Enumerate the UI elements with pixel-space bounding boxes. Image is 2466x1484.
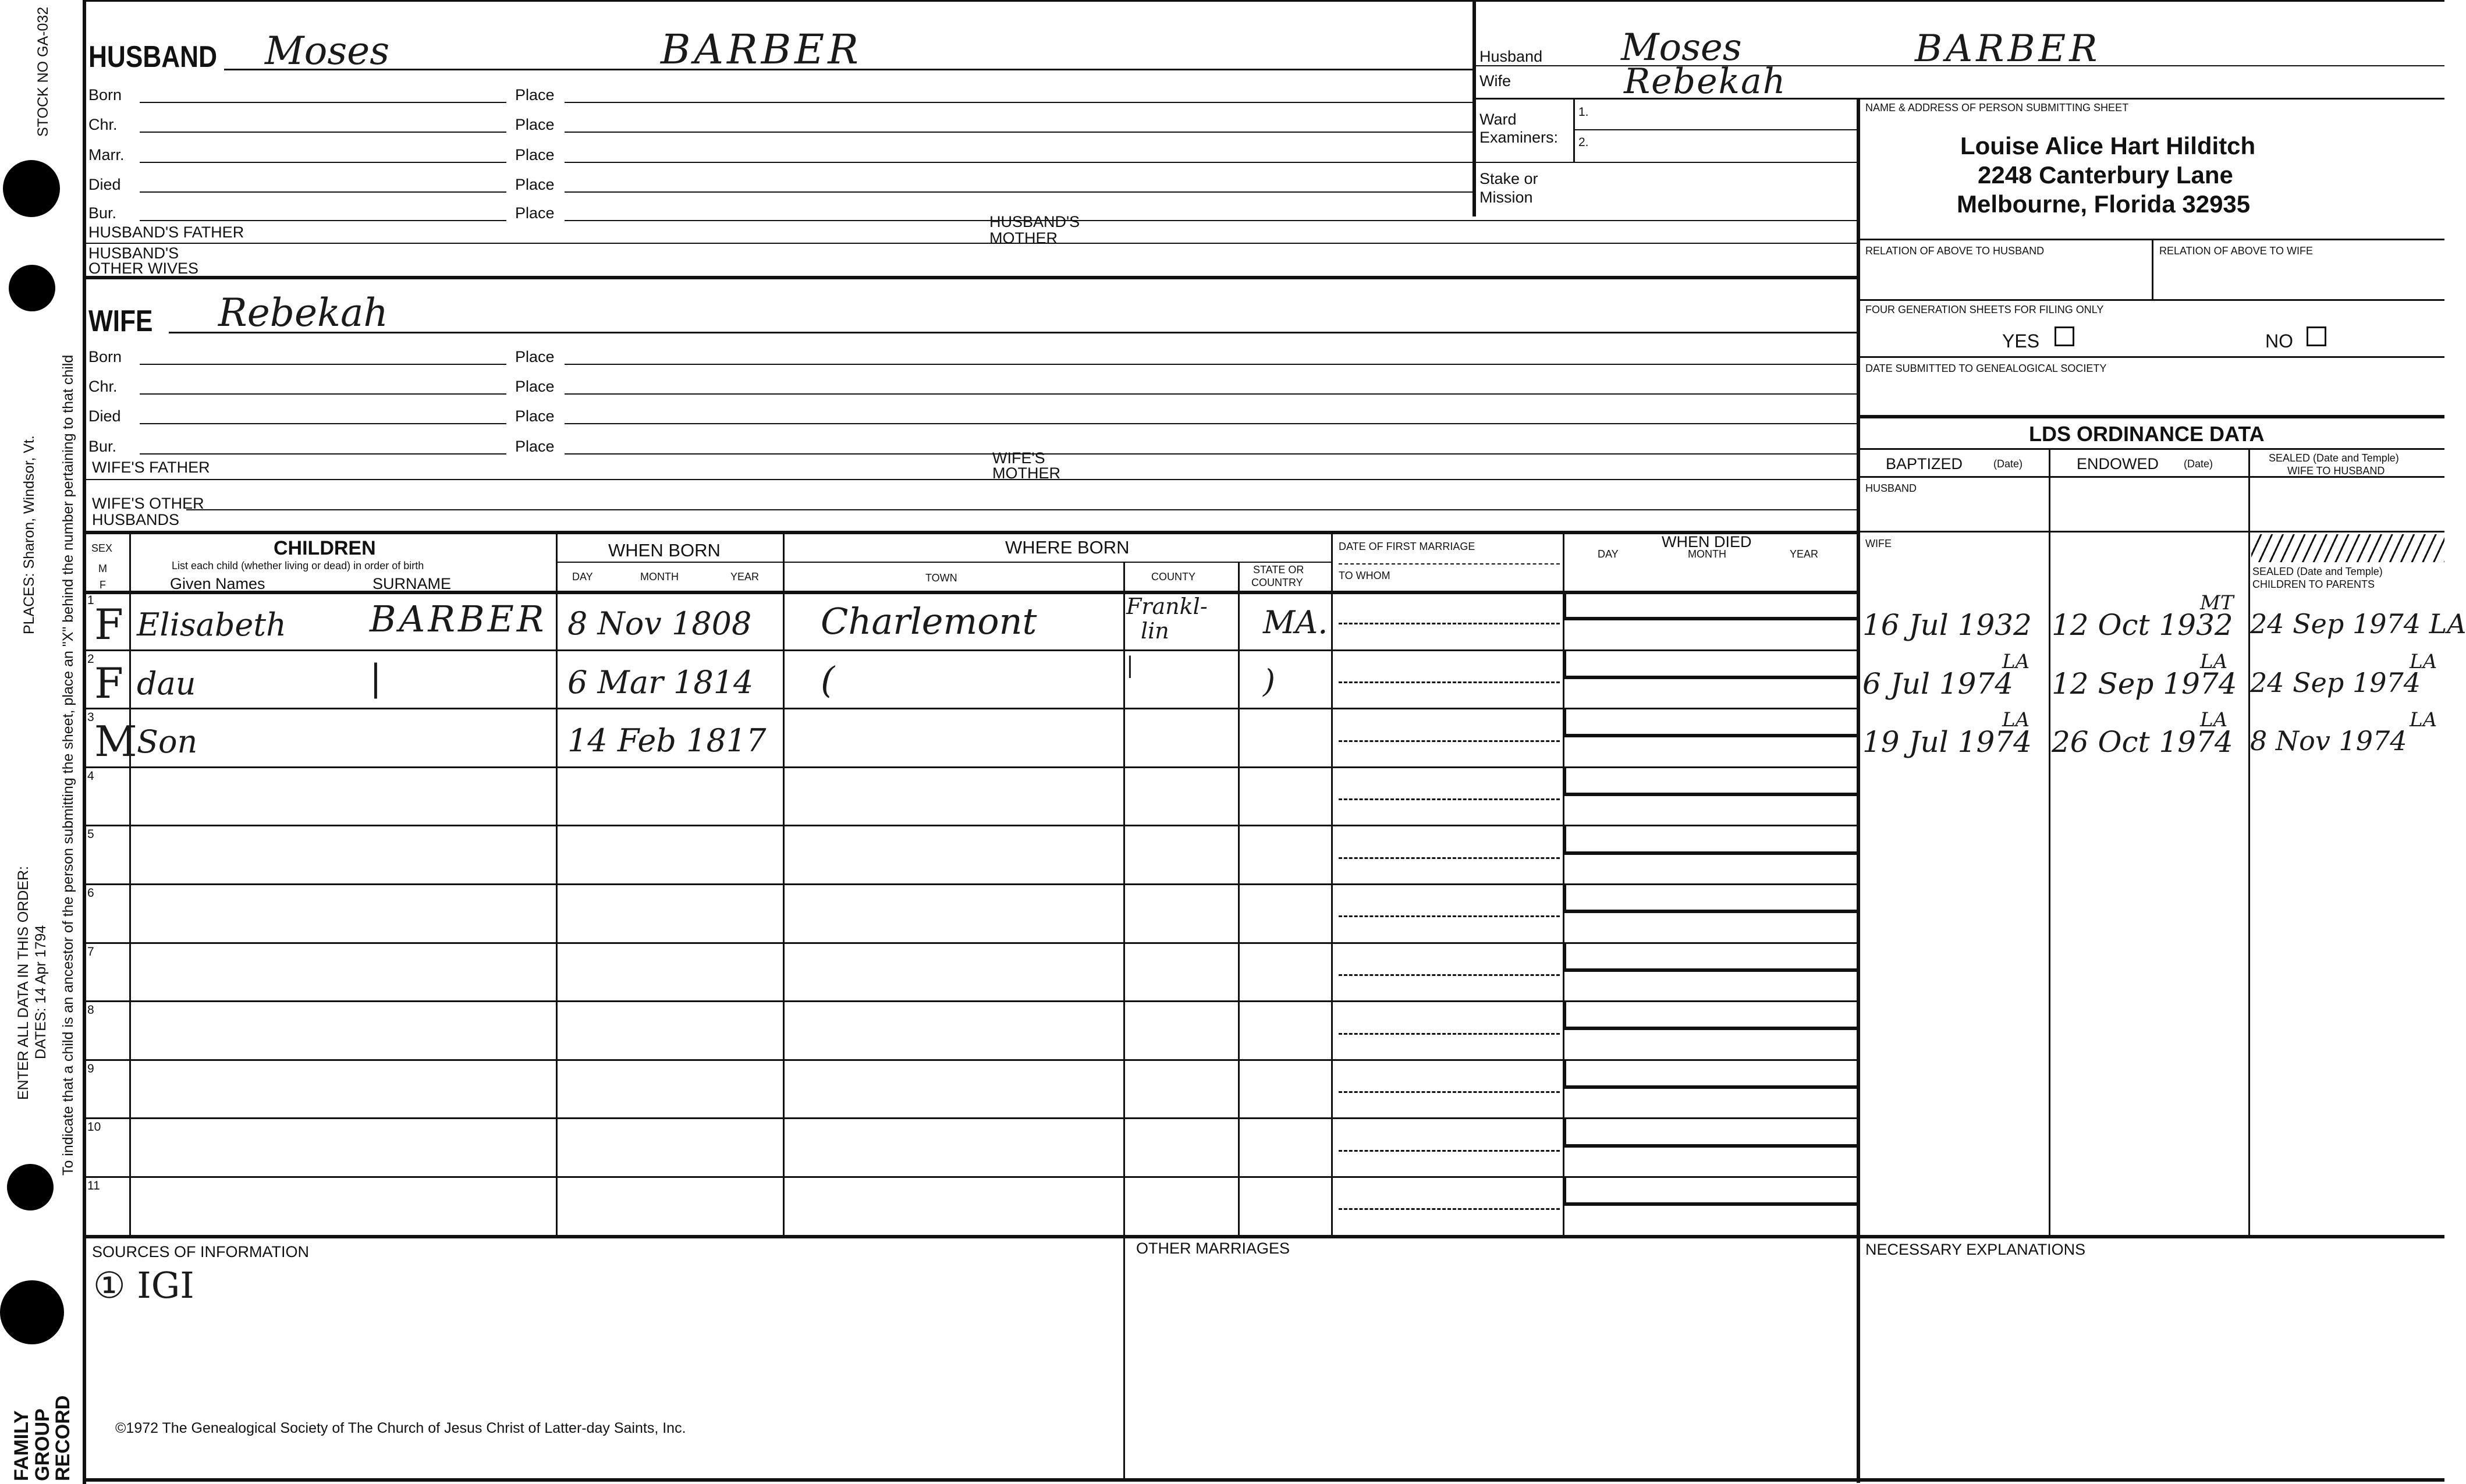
lds-husband-row-label: HUSBAND xyxy=(1865,482,1917,494)
county-col-divider xyxy=(1238,562,1240,1237)
wife-other-husbands-line xyxy=(186,509,1857,510)
husband-other-wives-label-1: HUSBAND'S xyxy=(88,244,179,262)
first-marriage-header: DATE OF FIRST MARRIAGE xyxy=(1339,541,1475,552)
husband-heading: HUSBAND xyxy=(88,40,217,74)
examiner-1: 1. xyxy=(1578,105,1589,119)
child-died-box-left xyxy=(1563,944,1566,970)
child-birth-county-1: | xyxy=(1126,652,1134,678)
child-sealed: 24 Sep 1974 LA xyxy=(2250,608,2466,640)
died-month-header: MONTH xyxy=(1688,548,1726,560)
header-wife-line xyxy=(1472,98,2444,100)
child-marriage-dash xyxy=(1339,857,1560,859)
child-sealed-temple: LA xyxy=(2410,708,2437,732)
child-baptized-temple: LA xyxy=(2002,708,2030,732)
baptized-label: BAPTIZED xyxy=(1886,455,1963,473)
child-marriage-dash xyxy=(1339,974,1560,976)
explanations-label: NECESSARY EXPLANATIONS xyxy=(1865,1241,2086,1258)
county-header: COUNTY xyxy=(1151,571,1195,583)
wife-parents-line xyxy=(83,479,1858,480)
first-marriage-dash xyxy=(1339,563,1560,565)
sources-label: SOURCES OF INFORMATION xyxy=(92,1243,310,1261)
child-baptized: 19 Jul 1974 xyxy=(1862,725,2032,759)
yes-label: YES xyxy=(2002,331,2040,352)
submitter-city: Melbourne, Florida 32935 xyxy=(1957,190,2251,218)
submitter-street: 2248 Canterbury Lane xyxy=(1978,161,2233,189)
examiners-label: Examiners: xyxy=(1479,129,1559,146)
husband-chr-line xyxy=(140,132,506,133)
born-year-header: YEAR xyxy=(730,571,760,583)
submitter-label: NAME & ADDRESS OF PERSON SUBMITTING SHEET xyxy=(1865,102,2129,113)
wife-father-label: WIFE'S FATHER xyxy=(92,459,210,476)
husband-marr-place-label: Place xyxy=(515,146,555,164)
husband-bur-place-label: Place xyxy=(515,204,555,222)
wife-bur-place-label: Place xyxy=(515,438,555,455)
punch-hole-3 xyxy=(7,1164,54,1210)
husband-mother-label-2: MOTHER xyxy=(989,229,1058,247)
child-marriage-dash xyxy=(1339,1033,1560,1035)
dates-note: DATES: 14 Apr 1794 xyxy=(33,925,49,1059)
baptized-date-label: (Date) xyxy=(1993,458,2023,470)
husband-born-label: Born xyxy=(88,86,122,104)
submitter-name: Louise Alice Hart Hilditch xyxy=(1960,132,2256,159)
child-marriage-dash xyxy=(1339,915,1560,917)
lds-col-divider-1 xyxy=(2049,448,2050,1237)
husband-marr-line xyxy=(140,162,506,163)
husband-bur-place-line xyxy=(565,220,1857,221)
to-whom-header: TO WHOM xyxy=(1339,570,1390,581)
child-given-name: Elisabeth xyxy=(137,606,286,643)
top-border xyxy=(83,0,2444,2)
lds-header-bottom-line xyxy=(1857,476,2444,478)
wife-other-husbands-label-2: HUSBANDS xyxy=(92,511,180,528)
where-born-header: WHERE BORN xyxy=(1005,537,1130,558)
child-died-box-left xyxy=(1563,1002,1566,1028)
given-names-header: Given Names xyxy=(170,575,265,592)
relation-wife-label: RELATION OF ABOVE TO WIFE xyxy=(2159,245,2314,257)
header-wife-label: Wife xyxy=(1479,72,1511,90)
husband-surname: BARBER xyxy=(661,26,862,73)
child-birth-date: 8 Nov 1808 xyxy=(567,605,752,642)
wife-section-bottom xyxy=(83,531,1858,534)
date-submitted-label: DATE SUBMITTED TO GENEALOGICAL SOCIETY xyxy=(1865,363,2107,374)
child-sealed: 8 Nov 1974 xyxy=(2250,725,2407,757)
wife-died-line xyxy=(140,423,506,424)
child-number: 2 xyxy=(87,652,94,666)
relation-divider xyxy=(2152,239,2153,299)
child-marriage-dash xyxy=(1339,798,1560,800)
wife-died-place-line xyxy=(565,423,1857,424)
places-note: PLACES: Sharon, Windsor, Vt. xyxy=(21,435,37,634)
when-died-header: WHEN DIED xyxy=(1662,533,1752,551)
child-endowed-temple: LA xyxy=(2200,708,2228,732)
child-number: 4 xyxy=(87,769,94,783)
husband-bur-label: Bur. xyxy=(88,204,117,222)
born-month-header: MONTH xyxy=(640,571,679,583)
child-row-line xyxy=(83,942,1858,944)
child-number: 10 xyxy=(87,1120,101,1134)
wife-died-place-label: Place xyxy=(515,407,555,425)
child-endowed: 26 Oct 1974 xyxy=(2052,725,2233,759)
header-husband-label: Husband xyxy=(1479,48,1543,65)
four-gen-label: FOUR GENERATION SHEETS FOR FILING ONLY xyxy=(1865,304,2104,315)
child-row-line xyxy=(83,708,1858,709)
four-gen-bottom-line xyxy=(1857,356,2444,358)
no-label: NO xyxy=(2265,331,2293,352)
child-row-line xyxy=(83,883,1858,885)
punch-hole-4 xyxy=(0,1280,64,1344)
sex-m-header: M xyxy=(98,563,107,574)
lds-top-line xyxy=(1857,415,2444,418)
wife-mother-label-2: MOTHER xyxy=(992,464,1060,482)
child-row-line xyxy=(83,649,1858,651)
child-died-box-left xyxy=(1563,885,1566,911)
born-day-header: DAY xyxy=(572,571,593,583)
sex-header: SEX xyxy=(91,542,113,554)
child-number: 8 xyxy=(87,1003,94,1017)
husband-chr-label: Chr. xyxy=(88,116,118,133)
child-died-box-left xyxy=(1563,768,1566,794)
examiner-2: 2. xyxy=(1578,136,1589,149)
ancestor-instruction: To indicate that a child is an ancestor of the person submitting the sheet, place an "X" behind the number pertaining to that child xyxy=(60,354,76,1176)
header-wife-given: Rebekah xyxy=(1624,61,1787,102)
header-husband-line xyxy=(1472,65,2444,66)
bottom-border xyxy=(83,1478,2444,1482)
submitter-bottom-line xyxy=(1857,239,2444,240)
child-died-box-bottom xyxy=(1563,1144,1857,1148)
child-number: 11 xyxy=(87,1179,100,1192)
child-birth-date: 14 Feb 1817 xyxy=(567,722,767,759)
child-birth-town: ( xyxy=(821,658,835,701)
child-number: 9 xyxy=(87,1061,94,1075)
bottom-section-top xyxy=(83,1235,2444,1238)
child-number: 3 xyxy=(87,711,94,725)
child-died-box-bottom xyxy=(1563,851,1857,855)
stock-number: STOCK NO GA-032 xyxy=(35,6,51,137)
child-birth-town: Charlemont xyxy=(821,600,1037,642)
sealed-w2h-label-1: SEALED (Date and Temple) xyxy=(2269,452,2399,464)
sealed-c2p-label-2: CHILDREN TO PARENTS xyxy=(2252,578,2375,590)
husband-mother-label-1: HUSBAND'S xyxy=(989,213,1080,230)
child-surname: | xyxy=(370,656,385,699)
husband-born-place-label: Place xyxy=(515,86,555,104)
husband-born-line xyxy=(140,102,506,103)
wife-chr-line xyxy=(140,393,506,395)
wife-other-husbands-label-1: WIFE'S OTHER xyxy=(92,495,204,512)
child-sex: M xyxy=(94,717,137,766)
lds-title: LDS ORDINANCE DATA xyxy=(2029,422,2265,446)
copyright: ©1972 The Genealogical Society of The Church of Jesus Christ of Latter-day Saints, Inc. xyxy=(115,1420,686,1436)
right-column-divider xyxy=(1857,98,1860,1483)
stake-label-2: Mission xyxy=(1479,189,1533,206)
child-row-line xyxy=(83,1000,1858,1002)
wife-heading: WIFE xyxy=(88,304,153,338)
child-surname: BARBER xyxy=(370,598,547,640)
form-title xyxy=(12,1336,74,1481)
sealed-w2h-label-2: WIFE TO HUSBAND xyxy=(2287,465,2385,477)
child-baptized: 16 Jul 1932 xyxy=(1862,608,2032,642)
yes-checkbox[interactable] xyxy=(2055,326,2074,346)
died-header-bottom xyxy=(1563,591,1857,594)
child-marriage-dash xyxy=(1339,1091,1560,1093)
where-born-sub-line xyxy=(556,562,1331,563)
state-header-2: COUNTRY xyxy=(1251,577,1303,588)
punch-hole-2 xyxy=(9,265,55,311)
order-note: ENTER ALL DATA IN THIS ORDER: xyxy=(15,866,31,1100)
child-died-box-left xyxy=(1563,592,1566,619)
husband-marr-label: Marr. xyxy=(88,146,125,164)
child-endowed: 12 Sep 1974 xyxy=(2052,666,2237,701)
sealed-hatch xyxy=(2251,534,2444,562)
husband-died-label: Died xyxy=(88,176,121,193)
child-died-box-left xyxy=(1563,1061,1566,1087)
endowed-label: ENDOWED xyxy=(2077,455,2159,473)
died-day-header: DAY xyxy=(1598,548,1619,560)
wife-born-line xyxy=(140,364,506,365)
examiners-mid-line xyxy=(1573,129,1857,130)
child-endowed-temple: LA xyxy=(2200,649,2228,673)
wife-name-line xyxy=(169,332,1857,333)
wife-chr-place-label: Place xyxy=(515,378,555,395)
child-birth-state: ) xyxy=(1263,662,1276,700)
husband-section-bottom xyxy=(83,276,1858,279)
wife-born-place-line xyxy=(565,364,1857,365)
child-died-box-bottom xyxy=(1563,734,1857,737)
children-list-note: List each child (whether living or dead) in order of birth xyxy=(172,560,424,571)
wife-chr-place-line xyxy=(565,393,1857,395)
lds-husband-row-bottom xyxy=(1857,531,2444,532)
child-row-line xyxy=(83,1059,1858,1061)
wife-died-label: Died xyxy=(88,407,121,425)
child-died-box-bottom xyxy=(1563,1085,1857,1089)
child-died-box-bottom xyxy=(1563,1202,1857,1206)
form-title-line-2: GROUP xyxy=(31,1408,54,1481)
wife-chr-label: Chr. xyxy=(88,378,118,395)
form-title-line-3: RECORD xyxy=(52,1395,74,1481)
town-col-divider xyxy=(1123,562,1125,1237)
child-died-box-left xyxy=(1563,1178,1566,1204)
child-marriage-dash xyxy=(1339,681,1560,683)
wife-bur-place-line xyxy=(565,453,1857,455)
child-given-name: Son xyxy=(137,723,198,761)
husband-given-name: Moses xyxy=(265,29,390,73)
child-sealed: 24 Sep 1974 xyxy=(2250,666,2421,698)
child-marriage-dash xyxy=(1339,1150,1560,1152)
when-born-header: WHEN BORN xyxy=(608,540,721,560)
child-died-box-left xyxy=(1563,709,1566,736)
wife-born-place-label: Place xyxy=(515,348,555,365)
child-baptized: 6 Jul 1974 xyxy=(1862,666,2014,701)
child-row-line xyxy=(83,825,1858,826)
child-died-box-left xyxy=(1563,826,1566,853)
husband-other-wives-label-2: OTHER WIVES xyxy=(88,260,199,277)
husband-chr-place-line xyxy=(565,132,1472,133)
child-sealed-temple: LA xyxy=(2410,649,2437,673)
wife-mother-label-1: WIFE'S xyxy=(992,449,1045,467)
child-number: 1 xyxy=(87,594,94,607)
child-died-box-bottom xyxy=(1563,1027,1857,1030)
child-marriage-dash xyxy=(1339,1208,1560,1210)
left-border xyxy=(83,0,86,1484)
child-marriage-dash xyxy=(1339,623,1560,624)
child-died-box-bottom xyxy=(1563,676,1857,679)
child-birth-county-2: lin xyxy=(1141,618,1169,644)
examiners-bottom-line xyxy=(1472,162,1857,163)
child-endowed-temple: MT xyxy=(2200,591,2234,615)
no-checkbox[interactable] xyxy=(2307,326,2326,346)
child-sex: F xyxy=(94,600,123,649)
child-birth-date: 6 Mar 1814 xyxy=(567,663,754,701)
child-given-name: dau xyxy=(137,665,196,702)
husband-died-place-line xyxy=(565,191,1472,193)
relation-bottom-line xyxy=(1857,299,2444,301)
child-sex: F xyxy=(94,658,123,708)
child-number: 6 xyxy=(87,886,94,900)
state-header-1: STATE OR xyxy=(1253,564,1304,576)
stake-label-1: Stake or xyxy=(1479,170,1538,187)
wife-bur-line xyxy=(140,453,506,455)
child-died-box-bottom xyxy=(1563,910,1857,913)
form-title-line-1: FAMILY xyxy=(10,1410,33,1481)
endowed-date-label: (Date) xyxy=(2184,458,2213,470)
child-baptized-temple: LA xyxy=(2002,649,2030,673)
town-header: TOWN xyxy=(925,572,957,584)
child-died-box-bottom xyxy=(1563,617,1857,620)
husband-chr-place-label: Place xyxy=(515,116,555,133)
husband-died-line xyxy=(140,191,506,193)
children-header: CHILDREN xyxy=(274,537,376,559)
husband-died-place-label: Place xyxy=(515,176,555,193)
child-birth-county-1: Frankl- xyxy=(1126,594,1208,619)
sources-divider xyxy=(1123,1235,1125,1479)
lds-col-divider-2 xyxy=(2248,448,2250,1237)
child-row-line xyxy=(83,766,1858,768)
child-marriage-dash xyxy=(1339,740,1560,742)
wife-born-label: Born xyxy=(88,348,122,365)
lds-wife-row-label: WIFE xyxy=(1865,538,1892,549)
husband-born-place-line xyxy=(565,102,1472,103)
lds-title-bottom-line xyxy=(1857,448,2444,450)
punch-hole-1 xyxy=(3,160,60,217)
relation-husband-label: RELATION OF ABOVE TO HUSBAND xyxy=(1865,245,2045,257)
wife-bur-label: Bur. xyxy=(88,438,117,455)
child-birth-state: MA. xyxy=(1263,604,1328,641)
header-box-divider xyxy=(1472,0,1476,216)
husband-bur-line xyxy=(140,220,506,221)
child-died-box-bottom xyxy=(1563,793,1857,796)
other-marriages-label: OTHER MARRIAGES xyxy=(1136,1240,1290,1257)
child-number: 5 xyxy=(87,828,94,842)
child-died-box-left xyxy=(1563,651,1566,677)
child-died-box-bottom xyxy=(1563,968,1857,972)
ward-label: Ward xyxy=(1479,111,1517,128)
child-died-box-left xyxy=(1563,1119,1566,1145)
sealed-c2p-label-1: SEALED (Date and Temple) xyxy=(2252,566,2383,577)
sources-value: ① IGI xyxy=(93,1264,194,1307)
children-header-bottom xyxy=(83,591,1566,594)
child-row-line xyxy=(83,1117,1858,1119)
child-row-line xyxy=(83,1176,1858,1178)
husband-marr-place-line xyxy=(565,162,1472,163)
husband-father-label: HUSBAND'S FATHER xyxy=(88,223,244,241)
died-year-header: YEAR xyxy=(1790,548,1819,560)
header-husband-surname: BARBER xyxy=(1915,27,2101,70)
wife-given-name: Rebekah xyxy=(218,290,388,335)
header-husband-given: Moses xyxy=(1621,26,1742,69)
surname-header: SURNAME xyxy=(372,575,452,592)
sex-f-header: F xyxy=(100,579,106,591)
child-number: 7 xyxy=(87,945,94,958)
child-endowed: 12 Oct 1932 xyxy=(2052,608,2233,642)
husband-parents-line xyxy=(83,243,1858,244)
